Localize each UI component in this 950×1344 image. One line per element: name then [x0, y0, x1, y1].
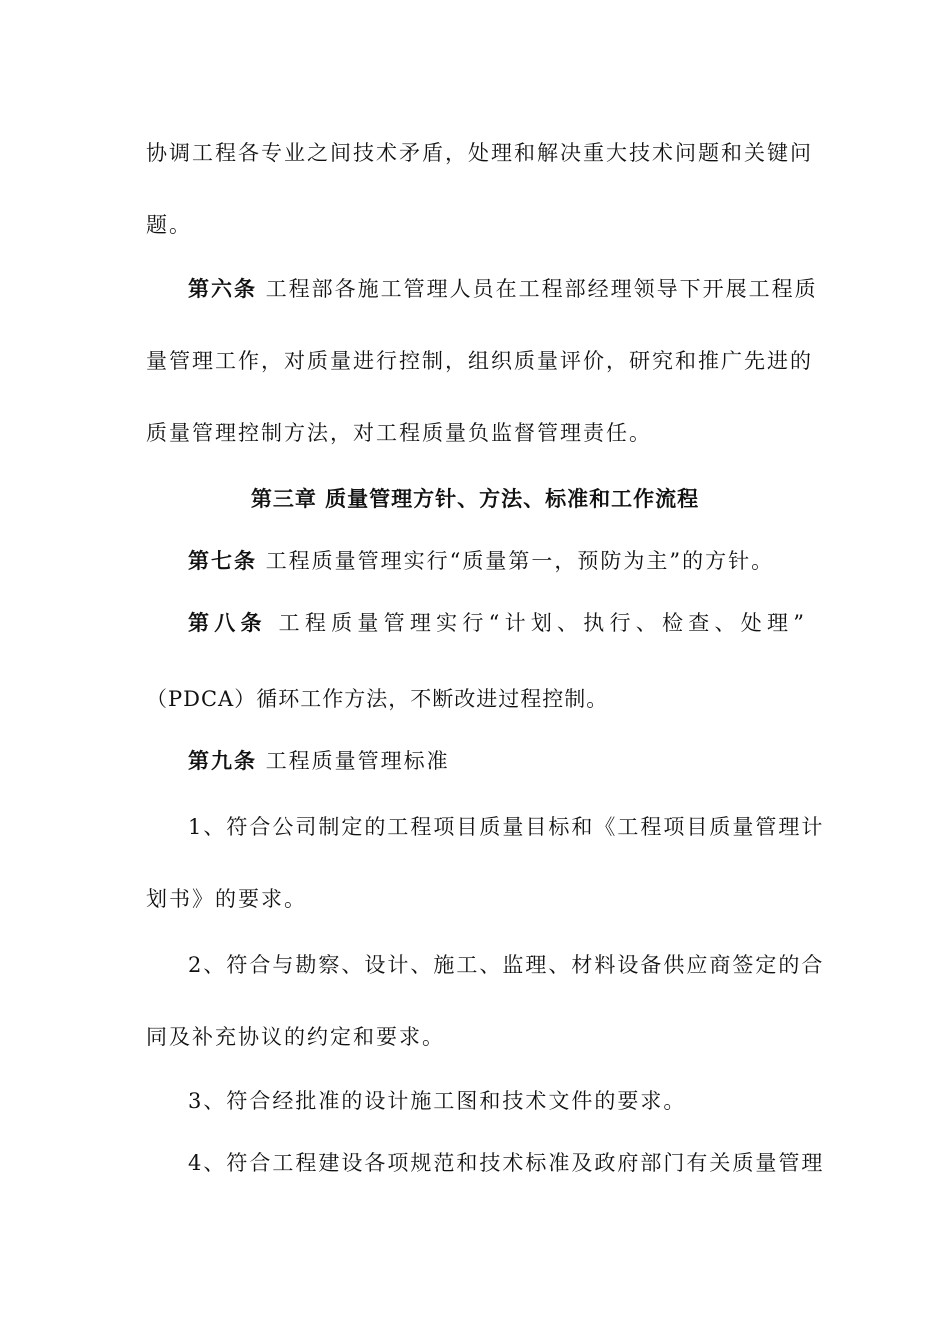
- article-6-line-1: [188, 274, 818, 304]
- article-9-label: 第九条: [188, 748, 257, 773]
- article-7-line: [188, 546, 806, 576]
- article-9-text: 工程质量管理标准: [265, 749, 450, 773]
- article-6-text: 工程部各施工管理人员在工程部经理领导下开展工程质: [265, 277, 818, 301]
- paragraph-line: 题。: [146, 213, 192, 237]
- paragraph-line: 协调工程各专业之间技术矛盾，处理和解决重大技术问题和关键问: [146, 141, 813, 165]
- list-item-1-line-1: 1、符合公司制定的工程项目质量目标和《工程项目质量管理计: [188, 815, 825, 839]
- article-7-label: 第七条: [188, 548, 257, 573]
- article-6-label: 第六条: [188, 276, 257, 301]
- paragraph-line: 量管理工作，对质量进行控制，组织质量评价，研究和推广先进的: [146, 349, 813, 373]
- list-item-3-line-1: 3、符合经批准的设计施工图和技术文件的要求。: [188, 1089, 687, 1113]
- article-8-label: 第八条: [188, 610, 267, 635]
- list-item-4-line-1: 4、符合工程建设各项规范和技术标准及政府部门有关质量管理: [188, 1151, 825, 1175]
- list-item-2-line-1: 2、符合与勘察、设计、施工、监理、材料设备供应商签定的合: [188, 953, 825, 977]
- chapter-3-heading: 第三章 质量管理方针、方法、标准和工作流程: [250, 486, 700, 511]
- article-9-line: [188, 746, 806, 776]
- paragraph-line: 质量管理控制方法，对工程质量负监督管理责任。: [146, 421, 652, 445]
- paragraph-line: （PDCA）循环工作方法，不断改进过程控制。: [146, 687, 609, 711]
- list-item-1-line-2: 划书》的要求。: [146, 887, 307, 911]
- article-8-text: 工程质量管理实行“计划、执行、检查、处理”: [278, 611, 806, 635]
- article-7-text: 工程质量管理实行“质量第一，预防为主”的方针。: [265, 549, 775, 573]
- list-item-2-line-2: 同及补充协议的约定和要求。: [146, 1025, 445, 1049]
- article-8-line-1: [188, 608, 806, 638]
